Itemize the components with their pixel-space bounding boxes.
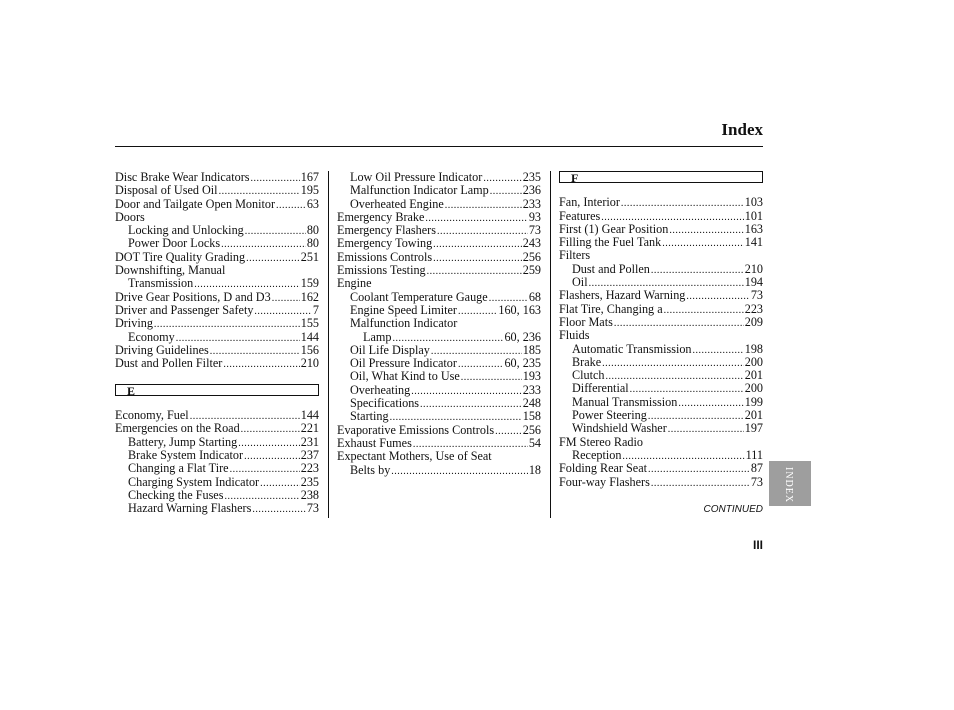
- entry-page: 159: [300, 277, 319, 291]
- index-entry: [337, 251, 541, 264]
- entry-text: Disc Brake Wear Indicators: [115, 171, 250, 184]
- entry-page: 101: [744, 209, 763, 223]
- dot-leader: [176, 331, 300, 344]
- entry-text: Malfunction Indicator: [350, 317, 458, 331]
- index-entry: [559, 422, 763, 435]
- side-tab-label: INDEX: [783, 467, 794, 504]
- entry-text: Economy: [128, 330, 175, 344]
- index-entry: [115, 476, 319, 489]
- entry-text: Engine Speed Limiter: [350, 303, 457, 317]
- dot-leader: [662, 236, 744, 249]
- section-gap: [115, 370, 319, 383]
- index-entry: [337, 277, 541, 290]
- entry-page: 194: [744, 276, 763, 290]
- entry-text: Drive Gear Positions, D and D3: [115, 290, 271, 304]
- entry-text: Exhaust Fumes: [337, 436, 412, 450]
- dot-leader: [445, 198, 522, 211]
- entry-text: Driver and Passenger Safety: [115, 303, 254, 317]
- entry-page: 248: [522, 397, 541, 411]
- entry-page: 63: [306, 197, 319, 211]
- entry-text: Clutch: [572, 369, 605, 383]
- entry-page: 80: [306, 237, 319, 251]
- entry-page: 210: [744, 262, 763, 276]
- index-entry: [559, 409, 763, 422]
- index-entry: [115, 198, 319, 211]
- entry-text: Coolant Temperature Gauge: [350, 290, 488, 304]
- entry-page: 195: [300, 184, 319, 198]
- entry-page: 80: [306, 224, 319, 238]
- dot-leader: [194, 277, 299, 290]
- index-entry: [337, 291, 541, 304]
- dot-leader: [589, 276, 744, 289]
- entry-page: 231: [300, 435, 319, 449]
- entry-page: 18: [528, 463, 541, 477]
- entry-page: 256: [522, 250, 541, 264]
- dot-leader: [648, 462, 750, 475]
- index-entry: [115, 436, 319, 449]
- entry-text: Filters: [559, 249, 591, 263]
- index-entry: [337, 410, 541, 423]
- index-entry: [559, 210, 763, 223]
- entry-page: 210: [300, 357, 319, 371]
- dot-leader: [154, 317, 300, 330]
- entry-page: 223: [300, 462, 319, 476]
- entry-text: Brake System Indicator: [128, 448, 244, 462]
- entry-text: Filling the Fuel Tank: [559, 236, 662, 250]
- index-entry: [337, 317, 541, 330]
- index-entry: [559, 476, 763, 489]
- section-letter-box: F: [559, 171, 763, 183]
- index-entry: [337, 357, 541, 370]
- entry-text: Checking the Fuses: [128, 488, 224, 502]
- dot-leader: [433, 237, 522, 250]
- dot-leader: [251, 171, 300, 184]
- dot-leader: [614, 316, 744, 329]
- index-entry: [559, 329, 763, 342]
- entry-text: Emergency Towing: [337, 237, 433, 251]
- entry-page: 201: [744, 409, 763, 423]
- dot-leader: [606, 369, 744, 382]
- header-rule: [115, 146, 763, 147]
- dot-leader: [490, 184, 522, 197]
- entry-text: Manual Transmission: [572, 395, 678, 409]
- index-entry: [559, 263, 763, 276]
- entry-page: 209: [744, 315, 763, 329]
- index-entry: [115, 489, 319, 502]
- index-entry: [559, 196, 763, 209]
- entry-text: First (1) Gear Position: [559, 222, 669, 236]
- dot-leader: [601, 210, 743, 223]
- entry-page: 256: [522, 423, 541, 437]
- entry-page: 155: [300, 317, 319, 331]
- index-entry: [115, 357, 319, 370]
- index-entry: [115, 317, 319, 330]
- entry-text: Driving: [115, 317, 153, 331]
- index-entry: [337, 464, 541, 477]
- dot-leader: [425, 211, 527, 224]
- index-entry: [115, 277, 319, 290]
- entry-text: Emergencies on the Road: [115, 422, 240, 436]
- dot-leader: [458, 357, 503, 370]
- index-entry: [559, 396, 763, 409]
- index-entry: [337, 198, 541, 211]
- dot-leader: [391, 464, 528, 477]
- dot-leader: [433, 251, 522, 264]
- entry-text: Belts by: [350, 463, 391, 477]
- entry-page: 200: [744, 355, 763, 369]
- entry-text: Differential: [572, 382, 629, 396]
- dot-leader: [669, 223, 743, 236]
- dot-leader: [413, 437, 528, 450]
- section-letter-box: E: [115, 384, 319, 396]
- entry-page: 237: [300, 448, 319, 462]
- index-entry: [115, 211, 319, 224]
- entry-page: 243: [522, 237, 541, 251]
- index-entry: [559, 276, 763, 289]
- entry-text: Reception: [572, 448, 622, 462]
- index-entry: [337, 384, 541, 397]
- entry-page: 7: [312, 303, 319, 317]
- dot-leader: [651, 476, 750, 489]
- entry-text: Emergency Brake: [337, 210, 425, 224]
- entry-page: 233: [522, 197, 541, 211]
- dot-leader: [686, 289, 749, 302]
- entry-text: Emissions Controls: [337, 250, 433, 264]
- entry-text: Oil Life Display: [350, 343, 430, 357]
- index-entry: [337, 397, 541, 410]
- entry-page: 60, 235: [504, 357, 541, 371]
- entry-text: Emergency Flashers: [337, 224, 436, 238]
- index-entry: [115, 184, 319, 197]
- entry-page: 221: [300, 422, 319, 436]
- entry-text: FM Stereo Radio: [559, 435, 643, 449]
- entry-text: Specifications: [350, 397, 420, 411]
- dot-leader: [252, 502, 305, 515]
- dot-leader: [390, 410, 522, 423]
- entry-page: 93: [528, 210, 541, 224]
- entry-text: Hazard Warning Flashers: [128, 502, 252, 516]
- index-entry: [559, 249, 763, 262]
- index-entry: [115, 409, 319, 422]
- entry-page: 199: [744, 395, 763, 409]
- entry-text: Brake: [572, 355, 602, 369]
- index-entry: [337, 304, 541, 317]
- entry-page: 87: [750, 462, 763, 476]
- page-title: Index: [721, 120, 763, 139]
- index-entry: [559, 223, 763, 236]
- dot-leader: [276, 198, 306, 211]
- entry-page: 103: [744, 196, 763, 210]
- index-entry: [337, 344, 541, 357]
- entry-page: 235: [300, 475, 319, 489]
- index-entry: [559, 462, 763, 475]
- entry-page: 236: [522, 184, 541, 198]
- entry-page: 259: [522, 264, 541, 278]
- index-entry: [337, 450, 541, 463]
- entry-text: Oil: [572, 276, 588, 290]
- entry-text: Oil, What Kind to Use: [350, 370, 460, 384]
- entry-page: 223: [744, 302, 763, 316]
- index-entry: [337, 224, 541, 237]
- entry-page: 235: [522, 171, 541, 184]
- entry-page: 233: [522, 383, 541, 397]
- index-entry: [337, 370, 541, 383]
- entry-text: Oil Pressure Indicator: [350, 357, 457, 371]
- entry-page: 197: [744, 422, 763, 436]
- entry-page: 73: [528, 224, 541, 238]
- dot-leader: [664, 303, 744, 316]
- index-entry: [115, 171, 319, 184]
- entry-text: Power Door Locks: [128, 237, 221, 251]
- dot-leader: [230, 462, 300, 475]
- index-entry: [337, 171, 541, 184]
- entry-text: Automatic Transmission: [572, 342, 692, 356]
- dot-leader: [246, 251, 300, 264]
- entry-text: Downshifting, Manual: [115, 264, 226, 278]
- index-entry: [115, 251, 319, 264]
- entry-text: Starting: [350, 410, 389, 424]
- index-side-tab[interactable]: [769, 461, 811, 506]
- index-column-3: [559, 171, 763, 489]
- entry-text: Four-way Flashers: [559, 475, 650, 489]
- index-entry: [337, 237, 541, 250]
- entry-text: Battery, Jump Starting: [128, 435, 238, 449]
- entry-page: 251: [300, 250, 319, 264]
- entry-page: 158: [522, 410, 541, 424]
- entry-text: Emissions Testing: [337, 264, 426, 278]
- page-number: III: [752, 538, 763, 552]
- index-entry: [115, 304, 319, 317]
- dot-leader: [392, 331, 503, 344]
- index-entry: [559, 356, 763, 369]
- entry-text: Dust and Pollen Filter: [115, 357, 223, 371]
- entry-page: 141: [744, 236, 763, 250]
- dot-leader: [272, 291, 300, 304]
- index-entry: [115, 291, 319, 304]
- dot-leader: [260, 476, 300, 489]
- index-entry: [559, 316, 763, 329]
- entry-text: Disposal of Used Oil: [115, 184, 218, 198]
- dot-leader: [437, 224, 528, 237]
- dot-leader: [245, 224, 306, 237]
- dot-leader: [621, 196, 744, 209]
- index-entry: [115, 502, 319, 515]
- dot-leader: [241, 422, 300, 435]
- entry-page: 238: [300, 488, 319, 502]
- index-entry: [559, 289, 763, 302]
- entry-text: Transmission: [128, 277, 194, 291]
- index-entry: [115, 422, 319, 435]
- entry-page: 73: [750, 475, 763, 489]
- entry-page: 160, 163: [498, 303, 541, 317]
- dot-leader: [461, 370, 522, 383]
- dot-leader: [210, 344, 300, 357]
- entry-page: 198: [744, 342, 763, 356]
- section-gap: [115, 396, 319, 409]
- entry-page: 73: [750, 289, 763, 303]
- dot-leader: [622, 449, 744, 462]
- entry-text: Power Steering: [572, 409, 647, 423]
- dot-leader: [411, 384, 521, 397]
- entry-page: 111: [745, 448, 763, 462]
- index-entry: [559, 382, 763, 395]
- index-column-2: [337, 171, 541, 477]
- index-entry: [337, 211, 541, 224]
- entry-text: Overheating: [350, 383, 411, 397]
- dot-leader: [224, 489, 299, 502]
- entry-page: 163: [744, 222, 763, 236]
- dot-leader: [431, 344, 522, 357]
- entry-text: Expectant Mothers, Use of Seat: [337, 450, 492, 464]
- index-entry: [115, 344, 319, 357]
- entry-text: Overheated Engine: [350, 197, 444, 211]
- index-entry: [337, 424, 541, 437]
- entry-page: 73: [306, 502, 319, 516]
- entry-text: Changing a Flat Tire: [128, 462, 229, 476]
- entry-page: 162: [300, 290, 319, 304]
- entry-page: 185: [522, 343, 541, 357]
- entry-text: Windshield Washer: [572, 422, 667, 436]
- index-entry: [115, 462, 319, 475]
- entry-page: 167: [300, 171, 319, 184]
- index-entry: [115, 264, 319, 277]
- entry-text: Economy, Fuel: [115, 409, 189, 423]
- index-entry: [559, 449, 763, 462]
- entry-text: Locking and Unlocking: [128, 224, 244, 238]
- entry-text: Evaporative Emissions Controls: [337, 423, 495, 437]
- dot-leader: [483, 171, 521, 184]
- entry-text: Floor Mats: [559, 315, 613, 329]
- entry-page: 200: [744, 382, 763, 396]
- entry-text: Lamp: [363, 330, 392, 344]
- entry-page: 156: [300, 343, 319, 357]
- column-divider: [550, 171, 551, 518]
- entry-text: Doors: [115, 210, 145, 224]
- entry-page: 144: [300, 409, 319, 423]
- entry-page: 60, 236: [504, 330, 541, 344]
- index-column-1: [115, 171, 319, 515]
- index-entry: [559, 236, 763, 249]
- index-entry: [115, 224, 319, 237]
- dot-leader: [678, 396, 743, 409]
- entry-text: Flashers, Hazard Warning: [559, 289, 686, 303]
- entry-page: 144: [300, 330, 319, 344]
- dot-leader: [668, 422, 744, 435]
- entry-text: Low Oil Pressure Indicator: [350, 171, 483, 184]
- entry-text: Driving Guidelines: [115, 343, 209, 357]
- dot-leader: [693, 343, 744, 356]
- dot-leader: [458, 304, 497, 317]
- entry-text: Engine: [337, 277, 372, 291]
- entry-text: DOT Tire Quality Grading: [115, 250, 246, 264]
- section-gap: [559, 183, 763, 196]
- index-entry: [337, 331, 541, 344]
- entry-page: 54: [528, 436, 541, 450]
- entry-text: Door and Tailgate Open Monitor: [115, 197, 276, 211]
- dot-leader: [651, 263, 744, 276]
- entry-text: Fluids: [559, 329, 590, 343]
- dot-leader: [190, 409, 300, 422]
- entry-text: Features: [559, 209, 601, 223]
- index-entry: [337, 437, 541, 450]
- dot-leader: [420, 397, 522, 410]
- dot-leader: [223, 357, 299, 370]
- dot-leader: [238, 436, 299, 449]
- dot-leader: [219, 184, 300, 197]
- index-entry: [559, 369, 763, 382]
- index-entry: [559, 436, 763, 449]
- dot-leader: [221, 237, 306, 250]
- dot-leader: [630, 382, 744, 395]
- dot-leader: [427, 264, 522, 277]
- entry-text: Dust and Pollen: [572, 262, 650, 276]
- index-entry: [115, 331, 319, 344]
- dot-leader: [495, 424, 522, 437]
- index-entry: [115, 237, 319, 250]
- index-entry: [337, 264, 541, 277]
- index-entry: [337, 184, 541, 197]
- column-divider: [328, 171, 329, 518]
- entry-page: 201: [744, 369, 763, 383]
- dot-leader: [602, 356, 744, 369]
- index-entry: [559, 303, 763, 316]
- dot-leader: [244, 449, 300, 462]
- continued-note: CONTINUED: [703, 504, 763, 515]
- entry-text: Fan, Interior: [559, 196, 620, 210]
- dot-leader: [254, 304, 311, 317]
- entry-page: 193: [522, 370, 541, 384]
- entry-text: Folding Rear Seat: [559, 462, 648, 476]
- entry-text: Charging System Indicator: [128, 475, 260, 489]
- index-entry: [559, 343, 763, 356]
- dot-leader: [489, 291, 528, 304]
- entry-text: Flat Tire, Changing a: [559, 302, 663, 316]
- index-entry: [115, 449, 319, 462]
- dot-leader: [648, 409, 744, 422]
- entry-text: Malfunction Indicator Lamp: [350, 184, 489, 198]
- entry-page: 68: [528, 290, 541, 304]
